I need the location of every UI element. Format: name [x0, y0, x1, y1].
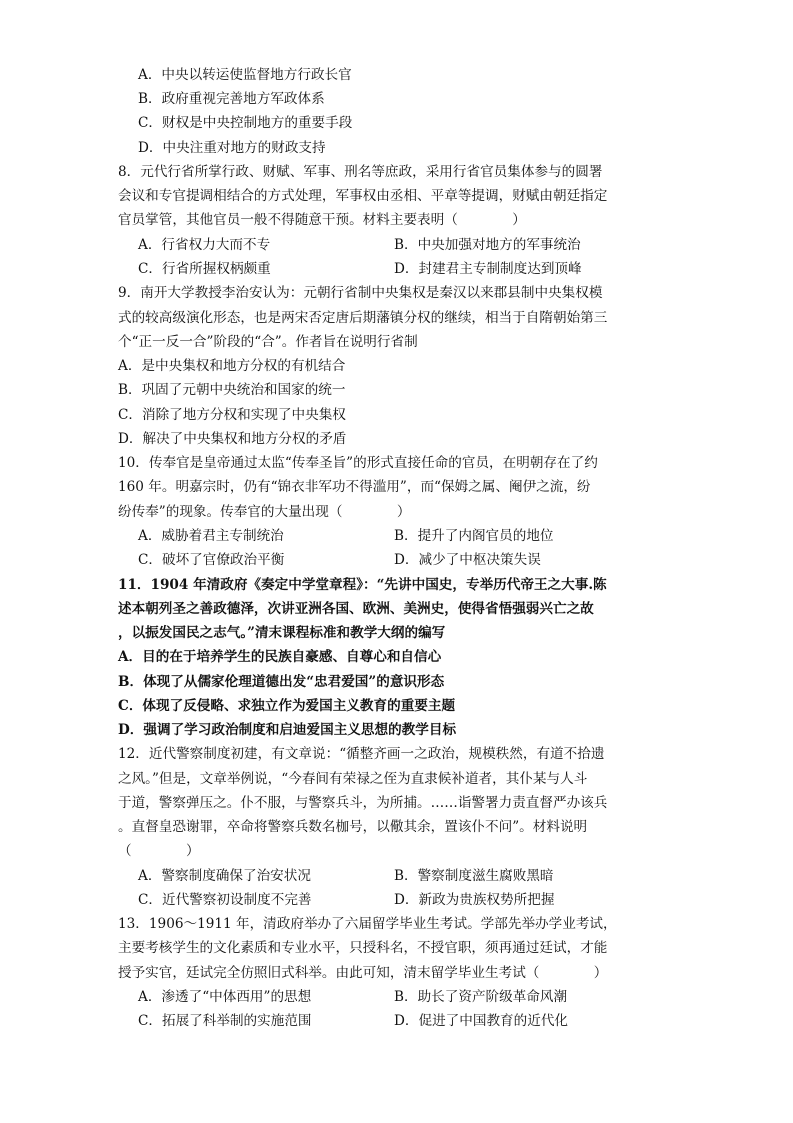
q10-option-b: B．提升了内阁官员的地位 — [394, 528, 554, 544]
q7-option-c: C．财权是中央控制地方的重要手段 — [138, 115, 353, 131]
q11-option-b: B．体现了从儒家伦理道德出发“忠君爱国”的意识形态 — [118, 674, 445, 690]
q9-option-d: D．解决了中央集权和地方分权的矛盾 — [118, 431, 347, 447]
q12-stem-line: （ ） — [118, 843, 200, 859]
q13-stem-line: 主要考核学生的文化素质和专业水平，只授科名，不授官职，须再通过廷试，才能 — [118, 940, 608, 956]
q11-option-c: C．体现了反侵略、求独立作为爱国主义教育的重要主题 — [118, 698, 456, 714]
q10-stem-line: 纷传奉”的现象。传奉官的大量出现（ ） — [118, 504, 411, 520]
q13-option-a: A．渗透了“中体西用”的思想 — [138, 989, 312, 1005]
q7-option-b: B．政府重视完善地方军政体系 — [138, 91, 325, 107]
q13-option-c: C．拓展了科举制的实施范围 — [138, 1013, 312, 1029]
q11-stem-line: 述本朝列圣之善政德泽，次讲亚洲各国、欧洲、美洲史，使得省悟强弱兴亡之故 — [118, 601, 594, 617]
q13-option-b: B．助长了资产阶级革命风潮 — [394, 989, 568, 1005]
q13-stem-line: 授予实官，廷试完全仿照旧式科举。由此可知，清末留学毕业生考试（ ） — [118, 965, 608, 981]
q11-option-a: A．目的在于培养学生的民族自豪感、自尊心和自信心 — [118, 649, 442, 665]
q11-stem-line: 11．1904 年清政府《奏定中学堂章程》：“先讲中国史，专举历代帝王之大事.陈 — [118, 577, 607, 593]
q10-stem-line: 160 年。明嘉宗时，仍有“锦衣非军功不得滥用”，而“保姆之属、阉伊之流，纷 — [118, 479, 591, 495]
q8-stem-line: 会议和专官提调相结合的方式处理，军事权由丞相、平章等提调，财赋由朝廷指定 — [118, 188, 608, 204]
q8-option-d: D．封建君主专制制度达到顶峰 — [394, 261, 582, 277]
q13-option-d: D．促进了中国教育的近代化 — [394, 1013, 569, 1029]
q7-option-d: D．中央注重对地方的财政支持 — [138, 140, 326, 156]
q9-option-a: A．是中央集权和地方分权的有机结合 — [118, 358, 346, 374]
q9-stem-line: 个“正一反一合”阶段的“合”。作者旨在说明行省制 — [118, 334, 418, 350]
q10-stem-line: 10．传奉官是皇帝通过太监“传奉圣旨”的形式直接任命的官员，在明朝存在了约 — [118, 455, 598, 471]
q10-option-d: D．减少了中枢决策失误 — [394, 552, 541, 568]
q9-option-b: B．巩固了元朝中央统治和国家的统一 — [118, 382, 346, 398]
q11-stem-line: ，以振发国民之志气。”清末课程标准和教学大纲的编写 — [118, 625, 446, 641]
q12-stem-line: 之风。”但是，文章举例说，“今春间有荣禄之侄为直隶候补道者，其仆某与人斗 — [118, 771, 588, 787]
q8-option-a: A．行省权力大而不专 — [138, 237, 271, 253]
q12-option-d: D．新政为贵族权势所把握 — [394, 892, 555, 908]
q12-stem-line: 。直督皇恐谢罪，卒命将警察兵数名枷号，以儆其余，置该仆不问”。材料说明 — [118, 819, 588, 835]
q9-stem-line: 9．南开大学教授李治安认为：元朝行省制中央集权是秦汉以来郡县制中央集权模 — [118, 285, 603, 301]
q13-stem-line: 13．1906～1911 年，清政府举办了六届留学毕业生考试。学部先举办学业考试， — [118, 916, 617, 932]
q12-stem-line: 12．近代警察制度初建，有文章说：“循整齐画一之政治，规模秩然，有道不拾遗 — [118, 746, 605, 762]
q8-stem-line: 官员掌管，其他官员一般不得随意干预。材料主要表明（ ） — [118, 212, 526, 228]
q8-option-c: C．行省所握权柄颇重 — [138, 261, 271, 277]
q9-option-c: C．消除了地方分权和实现了中央集权 — [118, 407, 346, 423]
q11-option-d: D．强调了学习政治制度和启迪爱国主义思想的教学目标 — [118, 722, 457, 738]
q7-option-a: A．中央以转运使监督地方行政长官 — [138, 67, 352, 83]
q9-stem-line: 式的较高级演化形态，也是两宋否定唐后期藩镇分权的继续，相当于自隋朝始第三 — [118, 310, 608, 326]
q8-stem-line: 8．元代行省所掌行政、财赋、军事、刑名等庶政，采用行省官员集体参与的圆署 — [118, 164, 603, 180]
q10-option-a: A．威胁着君主专制统治 — [138, 528, 284, 544]
q10-option-c: C．破坏了官僚政治平衡 — [138, 552, 285, 568]
q12-option-c: C．近代警察初设制度不完善 — [138, 892, 312, 908]
q12-option-b: B．警察制度滋生腐败黑暗 — [394, 868, 554, 884]
q8-option-b: B．中央加强对地方的军事统治 — [394, 237, 581, 253]
q12-stem-line: 于道，警察弹压之。仆不服，与警察兵斗，为所捕。……诣警署力责直督严办该兵 — [118, 795, 608, 811]
q12-option-a: A．警察制度确保了治安状况 — [138, 868, 311, 884]
